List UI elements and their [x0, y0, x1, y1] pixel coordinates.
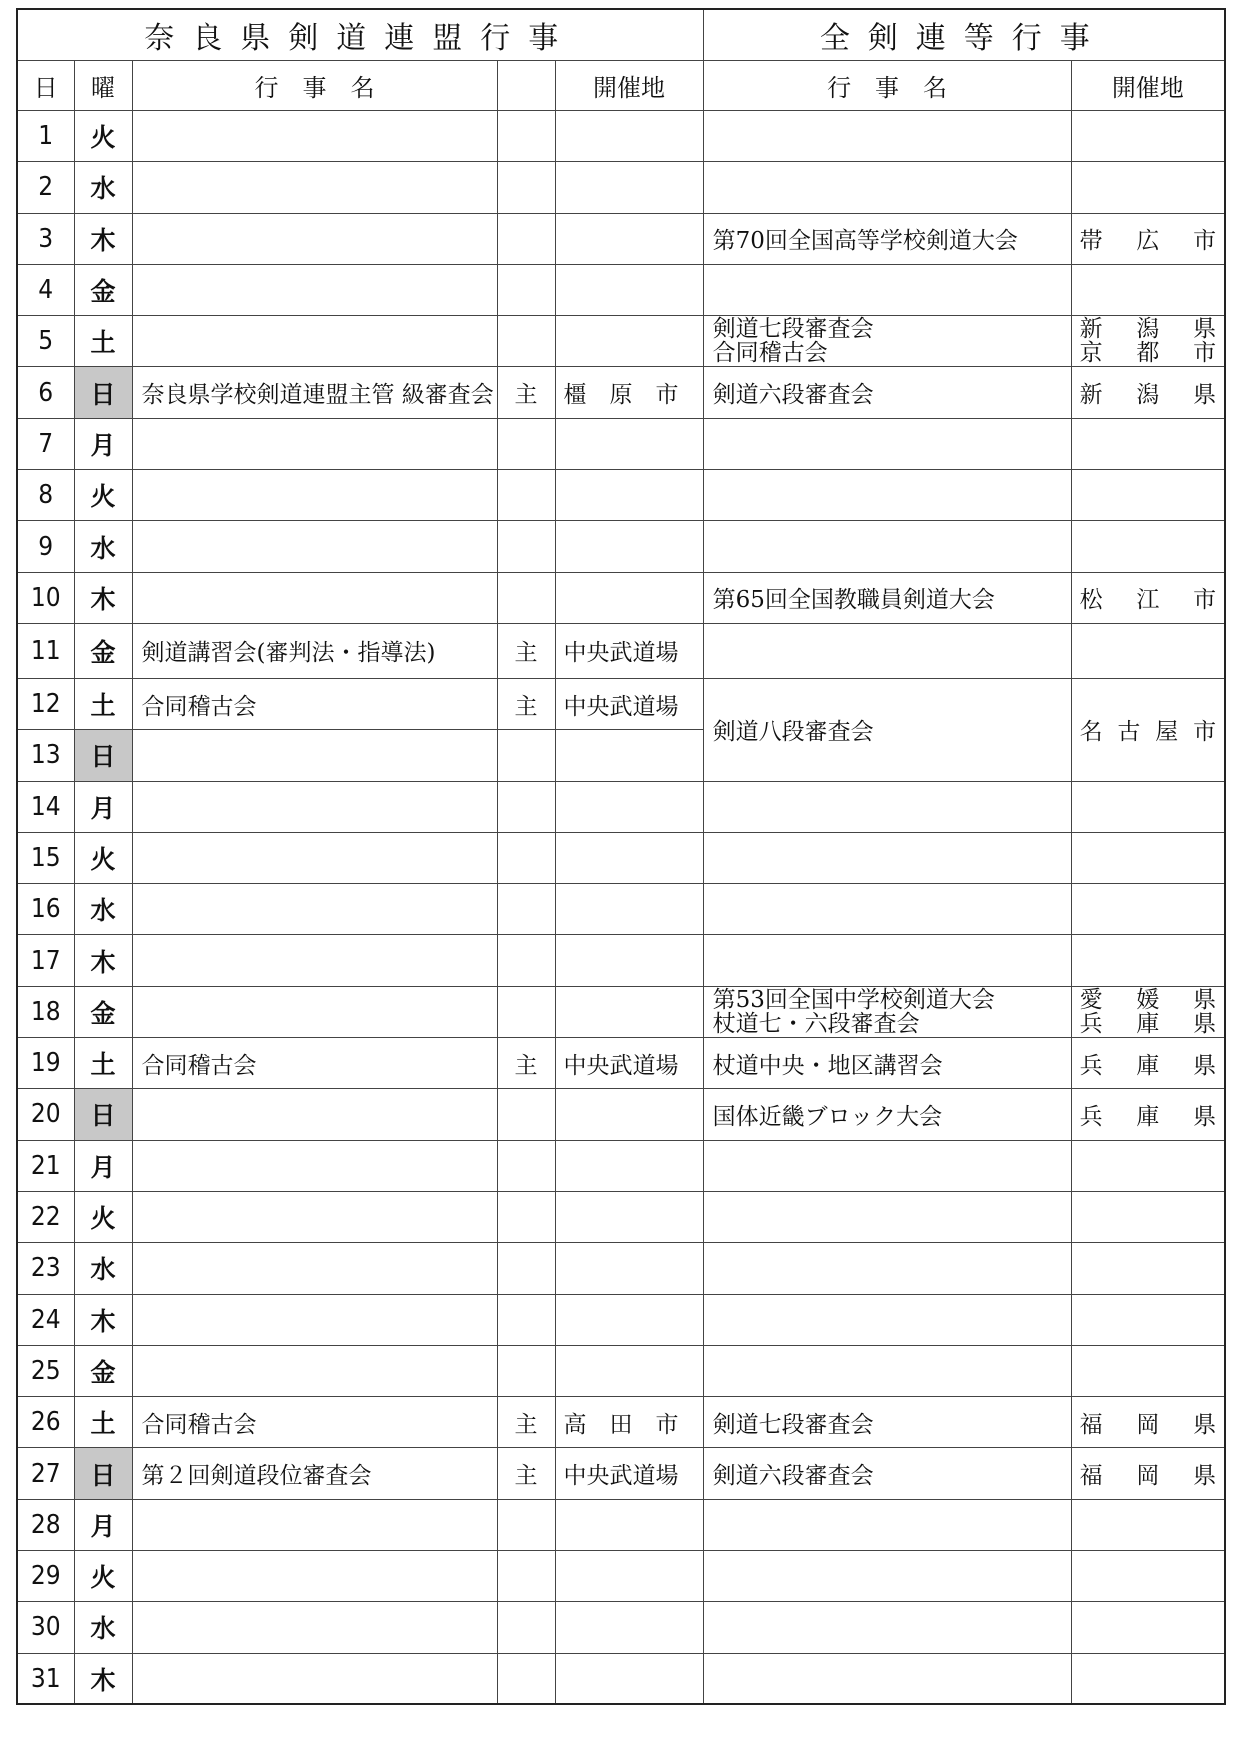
nara-event-mark — [497, 781, 555, 832]
day-number: 21 — [17, 1140, 74, 1191]
nara-event-mark — [497, 1551, 555, 1602]
calendar-row — [17, 418, 1225, 469]
nara-event-venue — [555, 1089, 703, 1140]
zenkenren-event-name: 第70回全国高等学校剣道大会 — [703, 213, 1071, 264]
nara-event-mark — [497, 832, 555, 883]
nara-event-venue: 橿 原 市 — [555, 367, 703, 418]
weekday-cell: 月 — [74, 1140, 132, 1191]
day-number: 8 — [17, 470, 74, 521]
nara-event-mark — [497, 1499, 555, 1550]
weekday-cell: 木 — [74, 1294, 132, 1345]
zenkenren-event-venue — [1071, 986, 1225, 1037]
nara-event-mark — [497, 1089, 555, 1140]
nara-event-name — [132, 316, 497, 367]
nara-event-name — [132, 1243, 497, 1294]
day-number: 28 — [17, 1499, 74, 1550]
zenkenren-event-venue: 名古屋市 — [1071, 678, 1225, 781]
nara-event-mark — [497, 264, 555, 315]
calendar-row — [17, 1345, 1225, 1396]
nara-event-name — [132, 1191, 497, 1242]
weekday-cell: 金 — [74, 623, 132, 678]
zenkenren-event-name — [703, 1140, 1071, 1191]
calendar-row — [17, 1140, 1225, 1191]
nara-event-venue — [555, 316, 703, 367]
calendar-row — [17, 1499, 1225, 1550]
calendar-row — [17, 1551, 1225, 1602]
zenkenren-event-venue: 福岡県 — [1071, 1448, 1225, 1499]
zenkenren-event-venue — [1071, 1499, 1225, 1550]
day-number: 25 — [17, 1345, 74, 1396]
calendar-row — [17, 1294, 1225, 1345]
day-number: 17 — [17, 935, 74, 986]
calendar-row — [17, 521, 1225, 572]
nara-event-mark: 主 — [497, 367, 555, 418]
calendar-row — [17, 781, 1225, 832]
zenkenren-event-name: 杖道中央・地区講習会 — [703, 1038, 1071, 1089]
calendar-row — [17, 1653, 1225, 1704]
zenkenren-event-venue — [1071, 781, 1225, 832]
weekday-cell: 土 — [74, 678, 132, 729]
weekday-cell: 土 — [74, 1397, 132, 1448]
day-number: 16 — [17, 884, 74, 935]
day-number: 12 — [17, 678, 74, 729]
nara-event-name: 第２回剣道段位審査会 — [132, 1448, 497, 1499]
day-number: 22 — [17, 1191, 74, 1242]
calendar-row — [17, 935, 1225, 986]
nara-event-venue — [555, 1653, 703, 1704]
day-number: 18 — [17, 986, 74, 1037]
weekday-cell: 土 — [74, 316, 132, 367]
zenkenren-event-name — [703, 418, 1071, 469]
nara-event-mark — [497, 1653, 555, 1704]
nara-event-name — [132, 162, 497, 213]
zenkenren-event-name — [703, 1294, 1071, 1345]
zenkenren-event-name: 剣道六段審査会 — [703, 367, 1071, 418]
day-number: 14 — [17, 781, 74, 832]
day-number: 24 — [17, 1294, 74, 1345]
nara-event-mark — [497, 935, 555, 986]
zenkenren-event-venue: 松江市 — [1071, 572, 1225, 623]
weekday-header: 曜 — [74, 61, 132, 111]
zenkenren-section-title: 全剣連等行事 — [703, 9, 1225, 61]
nara-event-venue — [555, 1345, 703, 1396]
calendar-row — [17, 470, 1225, 521]
day-number: 1 — [17, 111, 74, 162]
nara-event-venue: 中央武道場 — [555, 1038, 703, 1089]
day-number: 23 — [17, 1243, 74, 1294]
zenkenren-event-venue: 帯広市 — [1071, 213, 1225, 264]
nara-event-name: 合同稽古会 — [132, 1397, 497, 1448]
zenkenren-event-name — [703, 781, 1071, 832]
nara-event-name — [132, 572, 497, 623]
day-number: 19 — [17, 1038, 74, 1089]
event-calendar — [16, 8, 1224, 1716]
calendar-row — [17, 1397, 1225, 1448]
weekday-cell: 金 — [74, 986, 132, 1037]
nara-event-name — [132, 1653, 497, 1704]
zenkenren-venue-line: 京都市 — [1079, 340, 1217, 367]
zenkenren-event-name — [703, 1551, 1071, 1602]
weekday-cell: 日 — [74, 730, 132, 781]
nara-event-name — [132, 521, 497, 572]
nara-event-venue — [555, 162, 703, 213]
zenkenren-event-line: 剣道七段審査会 — [712, 316, 874, 343]
day-number: 6 — [17, 367, 74, 418]
weekday-cell: 火 — [74, 470, 132, 521]
zenkenren-event-name: 剣道六段審査会 — [703, 1448, 1071, 1499]
nara-event-name: 剣道講習会(審判法・指導法) — [132, 623, 497, 678]
nara-event-venue — [555, 1551, 703, 1602]
nara-event-mark — [497, 213, 555, 264]
zenkenren-event-venue: 兵庫県 — [1071, 1038, 1225, 1089]
day-number: 11 — [17, 623, 74, 678]
calendar-row — [17, 884, 1225, 935]
nara-event-mark — [497, 111, 555, 162]
calendar-row — [17, 1191, 1225, 1242]
nara-event-mark — [497, 521, 555, 572]
zenkenren-event-name — [703, 884, 1071, 935]
zenkenren-venue-line: 愛媛県 — [1079, 986, 1217, 1013]
zenkenren-event-name — [703, 111, 1071, 162]
nara-event-venue — [555, 986, 703, 1037]
calendar-row — [17, 1602, 1225, 1653]
weekday-cell: 火 — [74, 1551, 132, 1602]
zenkenren-event-venue — [1071, 162, 1225, 213]
nara-event-mark — [497, 986, 555, 1037]
day-number: 31 — [17, 1653, 74, 1704]
zenkenren-event-name — [703, 623, 1071, 678]
zenkenren-event-venue — [1071, 470, 1225, 521]
zenkenren-event-venue — [1071, 264, 1225, 315]
nara-event-name — [132, 1551, 497, 1602]
nara-event-name — [132, 264, 497, 315]
calendar-table — [16, 8, 1226, 1705]
nara-event-venue: 中央武道場 — [555, 1448, 703, 1499]
day-number: 26 — [17, 1397, 74, 1448]
nara-event-mark — [497, 470, 555, 521]
nara-event-venue — [555, 1294, 703, 1345]
nara-event-mark — [497, 1140, 555, 1191]
zenkenren-event-name — [703, 1345, 1071, 1396]
nara-event-venue — [555, 521, 703, 572]
nara-event-name — [132, 781, 497, 832]
weekday-cell: 火 — [74, 832, 132, 883]
weekday-cell: 金 — [74, 264, 132, 315]
zenkenren-event-name — [703, 470, 1071, 521]
zenkenren-event-name — [703, 264, 1071, 315]
zenkenren-event-venue — [1071, 1551, 1225, 1602]
calendar-row — [17, 316, 1225, 367]
zenkenren-event-venue — [1071, 1294, 1225, 1345]
zenkenren-event-venue — [1071, 623, 1225, 678]
zenkenren-event-name — [703, 935, 1071, 986]
calendar-row — [17, 111, 1225, 162]
zenkenren-event-name: 第65回全国教職員剣道大会 — [703, 572, 1071, 623]
zenkenren-event-name — [703, 162, 1071, 213]
zenkenren-event-venue — [1071, 111, 1225, 162]
nara-event-name — [132, 1345, 497, 1396]
nara-event-name: 合同稽古会 — [132, 1038, 497, 1089]
nara-event-venue — [555, 1602, 703, 1653]
calendar-row — [17, 623, 1225, 678]
weekday-cell: 木 — [74, 213, 132, 264]
day-header: 日 — [17, 61, 74, 111]
zenkenren-event-venue — [1071, 1140, 1225, 1191]
nara-event-name — [132, 470, 497, 521]
nara-event-mark — [497, 418, 555, 469]
nara-event-mark — [497, 316, 555, 367]
weekday-cell: 木 — [74, 1653, 132, 1704]
z-venue-header: 開催地 — [1071, 61, 1225, 111]
calendar-row — [17, 832, 1225, 883]
nara-event-venue — [555, 1140, 703, 1191]
nara-event-venue — [555, 935, 703, 986]
weekday-cell: 水 — [74, 884, 132, 935]
nara-event-venue — [555, 1499, 703, 1550]
calendar-row — [17, 213, 1225, 264]
zenkenren-event-venue — [1071, 316, 1225, 367]
zenkenren-venue-line: 新潟県 — [1079, 316, 1217, 343]
zenkenren-event-venue — [1071, 1345, 1225, 1396]
calendar-row — [17, 264, 1225, 315]
zenkenren-event-name — [703, 832, 1071, 883]
calendar-row — [17, 986, 1225, 1037]
zenkenren-event-venue — [1071, 1653, 1225, 1704]
day-number: 7 — [17, 418, 74, 469]
nara-event-venue — [555, 111, 703, 162]
zenkenren-event-venue — [1071, 521, 1225, 572]
nara-event-name — [132, 1499, 497, 1550]
nara-section-title: 奈良県剣道連盟行事 — [17, 9, 703, 61]
nara-event-mark: 主 — [497, 1397, 555, 1448]
nara-event-mark — [497, 1602, 555, 1653]
weekday-cell: 日 — [74, 367, 132, 418]
calendar-row — [17, 367, 1225, 418]
nara-event-venue — [555, 264, 703, 315]
nara-event-name — [132, 1602, 497, 1653]
calendar-row — [17, 678, 1225, 729]
weekday-cell: 木 — [74, 935, 132, 986]
mark-header — [497, 61, 555, 111]
nara-event-mark — [497, 572, 555, 623]
zenkenren-event-name: 国体近畿ブロック大会 — [703, 1089, 1071, 1140]
nara-event-mark — [497, 1243, 555, 1294]
zenkenren-event-venue — [1071, 935, 1225, 986]
nara-event-mark — [497, 1345, 555, 1396]
zenkenren-event-name — [703, 521, 1071, 572]
day-number: 13 — [17, 730, 74, 781]
calendar-row — [17, 1243, 1225, 1294]
z-event-name-header: 行 事 名 — [703, 61, 1071, 111]
zenkenren-event-name: 剣道八段審査会 — [703, 678, 1071, 781]
zenkenren-venue-line: 兵庫県 — [1079, 1010, 1217, 1037]
zenkenren-event-venue — [1071, 884, 1225, 935]
zenkenren-event-line: 合同稽古会 — [712, 340, 828, 367]
nara-event-venue: 高 田 市 — [555, 1397, 703, 1448]
nara-event-name — [132, 986, 497, 1037]
calendar-row — [17, 1089, 1225, 1140]
calendar-row — [17, 1038, 1225, 1089]
weekday-cell: 火 — [74, 1191, 132, 1242]
weekday-cell: 月 — [74, 1499, 132, 1550]
zenkenren-event-venue — [1071, 832, 1225, 883]
nara-event-name: 合同稽古会 — [132, 678, 497, 729]
nara-event-venue — [555, 418, 703, 469]
calendar-row — [17, 572, 1225, 623]
day-number: 30 — [17, 1602, 74, 1653]
nara-event-venue — [555, 730, 703, 781]
nara-event-venue: 中央武道場 — [555, 678, 703, 729]
weekday-cell: 水 — [74, 1243, 132, 1294]
nara-event-mark — [497, 1294, 555, 1345]
zenkenren-event-name — [703, 1653, 1071, 1704]
nara-event-name — [132, 935, 497, 986]
day-number: 10 — [17, 572, 74, 623]
nara-event-venue — [555, 781, 703, 832]
day-number: 15 — [17, 832, 74, 883]
zenkenren-event-line: 第53回全国中学校剣道大会 — [712, 986, 995, 1013]
nara-event-name — [132, 1089, 497, 1140]
nara-event-mark — [497, 884, 555, 935]
weekday-cell: 火 — [74, 111, 132, 162]
calendar-row — [17, 1448, 1225, 1499]
zenkenren-event-line: 杖道七・六段審査会 — [712, 1010, 920, 1037]
nara-event-venue — [555, 1191, 703, 1242]
zenkenren-event-name — [703, 1602, 1071, 1653]
day-number: 9 — [17, 521, 74, 572]
zenkenren-event-name — [703, 1191, 1071, 1242]
day-number: 27 — [17, 1448, 74, 1499]
weekday-cell: 木 — [74, 572, 132, 623]
day-number: 4 — [17, 264, 74, 315]
nara-event-mark: 主 — [497, 1038, 555, 1089]
zenkenren-event-name: 剣道七段審査会 — [703, 1397, 1071, 1448]
nara-event-venue — [555, 1243, 703, 1294]
nara-event-name — [132, 832, 497, 883]
zenkenren-event-name — [703, 986, 1071, 1037]
nara-event-mark: 主 — [497, 1448, 555, 1499]
zenkenren-event-venue: 新潟県 — [1071, 367, 1225, 418]
nara-event-name — [132, 884, 497, 935]
day-number: 3 — [17, 213, 74, 264]
nara-event-mark — [497, 730, 555, 781]
weekday-cell: 水 — [74, 162, 132, 213]
day-number: 29 — [17, 1551, 74, 1602]
nara-event-mark — [497, 1191, 555, 1242]
nara-event-venue — [555, 470, 703, 521]
weekday-cell: 金 — [74, 1345, 132, 1396]
nara-event-name: 奈良県学校剣道連盟主管 級審査会 — [132, 367, 497, 418]
zenkenren-event-venue — [1071, 418, 1225, 469]
nara-event-name — [132, 213, 497, 264]
zenkenren-event-venue — [1071, 1602, 1225, 1653]
weekday-cell: 水 — [74, 521, 132, 572]
day-number: 2 — [17, 162, 74, 213]
nara-event-venue — [555, 572, 703, 623]
nara-event-mark: 主 — [497, 678, 555, 729]
zenkenren-event-name — [703, 1243, 1071, 1294]
weekday-cell: 水 — [74, 1602, 132, 1653]
nara-event-name — [132, 730, 497, 781]
nara-event-venue: 中央武道場 — [555, 623, 703, 678]
zenkenren-event-venue — [1071, 1243, 1225, 1294]
nara-event-name — [132, 1294, 497, 1345]
day-number: 5 — [17, 316, 74, 367]
nara-event-mark — [497, 162, 555, 213]
calendar-row — [17, 162, 1225, 213]
zenkenren-event-venue: 兵庫県 — [1071, 1089, 1225, 1140]
weekday-cell: 月 — [74, 418, 132, 469]
nara-event-name — [132, 1140, 497, 1191]
day-number: 20 — [17, 1089, 74, 1140]
weekday-cell: 日 — [74, 1448, 132, 1499]
event-name-header: 行 事 名 — [132, 61, 497, 111]
nara-event-venue — [555, 832, 703, 883]
weekday-cell: 土 — [74, 1038, 132, 1089]
nara-event-venue — [555, 884, 703, 935]
nara-event-mark: 主 — [497, 623, 555, 678]
nara-event-name — [132, 111, 497, 162]
zenkenren-event-venue — [1071, 1191, 1225, 1242]
weekday-cell: 日 — [74, 1089, 132, 1140]
nara-event-name — [132, 418, 497, 469]
weekday-cell: 月 — [74, 781, 132, 832]
zenkenren-event-name — [703, 1499, 1071, 1550]
nara-event-venue — [555, 213, 703, 264]
zenkenren-event-venue: 福岡県 — [1071, 1397, 1225, 1448]
zenkenren-event-name — [703, 316, 1071, 367]
venue-header: 開催地 — [555, 61, 703, 111]
